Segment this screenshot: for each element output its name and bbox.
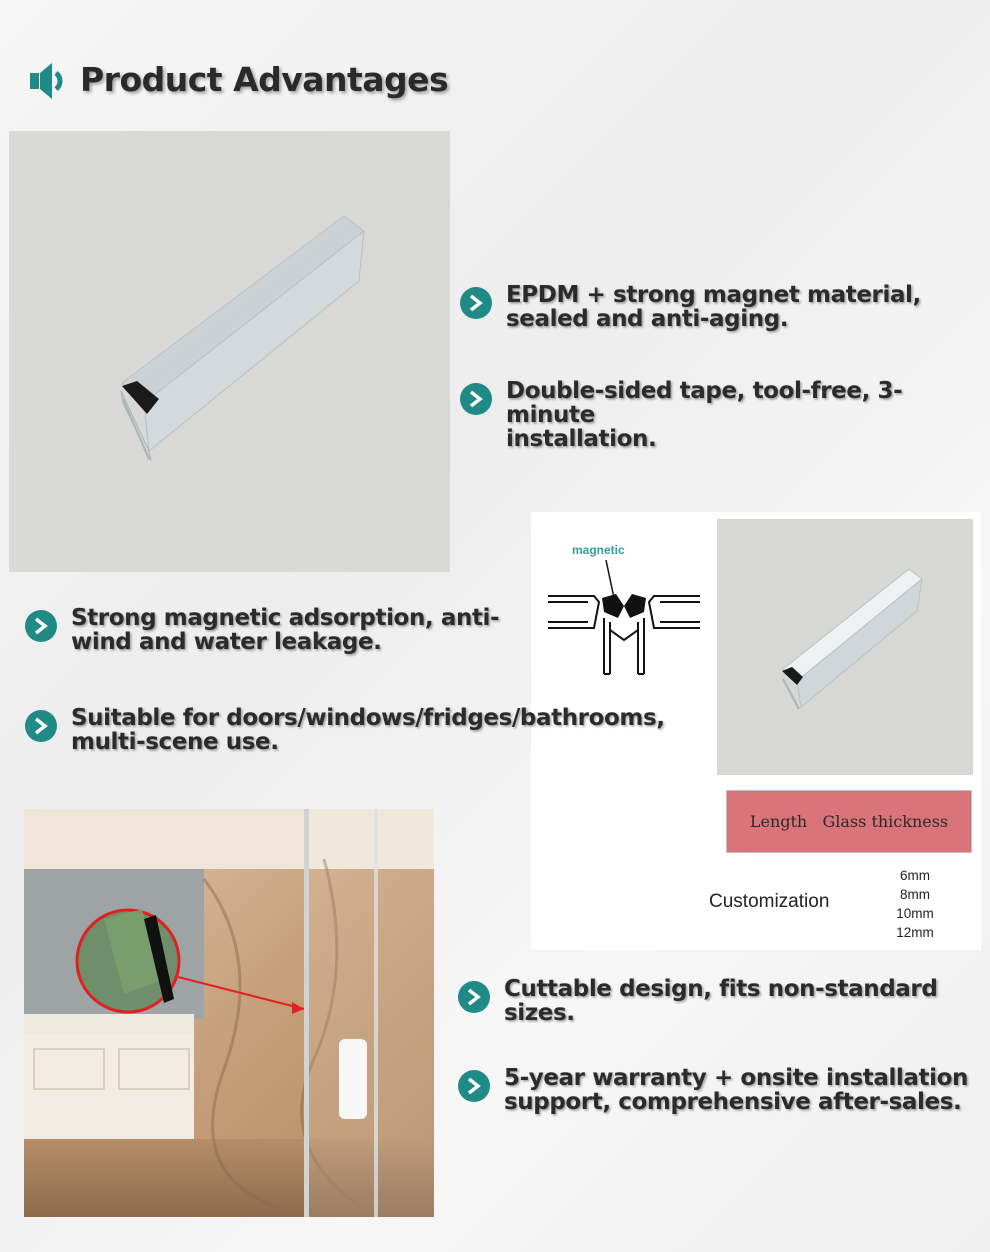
advantage-text: sizes. [504, 1000, 575, 1026]
thickness-option: 10mm [896, 906, 934, 921]
advantage-text: Cuttable design, fits non-standard [504, 976, 938, 1002]
thickness-option: 8mm [900, 887, 930, 902]
advantage-item-1 [459, 283, 921, 331]
advantage-item-5 [457, 977, 937, 1025]
customization-label: Customization [709, 891, 830, 912]
thickness-option: 6mm [900, 868, 930, 883]
page-title: Product Advantages [80, 60, 449, 99]
speaker-icon [28, 60, 68, 102]
chevron-right-icon [457, 980, 491, 1014]
advantage-text: EPDM + strong magnet material, [506, 282, 921, 308]
thickness-options [893, 866, 937, 942]
advantage-item-2 [459, 379, 990, 451]
advantage-text: multi-scene use. [71, 729, 279, 755]
advantage-text: Double-sided tape, tool-free, 3-minute [506, 378, 903, 428]
product-photo-seal-strip [9, 131, 450, 572]
advantage-text: Strong magnetic adsorption, anti- [71, 605, 500, 631]
length-thickness-label: Length Glass thickness [726, 790, 972, 853]
chevron-right-icon [24, 609, 58, 643]
advantage-text: support, comprehensive after-sales. [504, 1089, 962, 1115]
thickness-option: 12mm [896, 925, 934, 940]
advantage-text: sealed and anti-aging. [506, 306, 789, 332]
advantage-text: Suitable for doors/windows/fridges/bathrooms, [71, 705, 665, 731]
chevron-right-icon [457, 1069, 491, 1103]
chevron-right-icon [459, 382, 493, 416]
advantage-item-6 [457, 1066, 968, 1114]
chevron-right-icon [459, 286, 493, 320]
product-photo-small [717, 519, 973, 775]
magnetic-label: magnetic [572, 543, 625, 557]
advantage-text: installation. [506, 426, 657, 452]
bathroom-photo [24, 809, 434, 1217]
advantage-text: 5-year warranty + onsite installation [504, 1065, 968, 1091]
advantage-item-3 [24, 606, 499, 654]
advantage-item-4 [24, 706, 665, 754]
advantage-text: wind and water leakage. [71, 629, 382, 655]
chevron-right-icon [24, 709, 58, 743]
cross-section-diagram [544, 556, 704, 680]
